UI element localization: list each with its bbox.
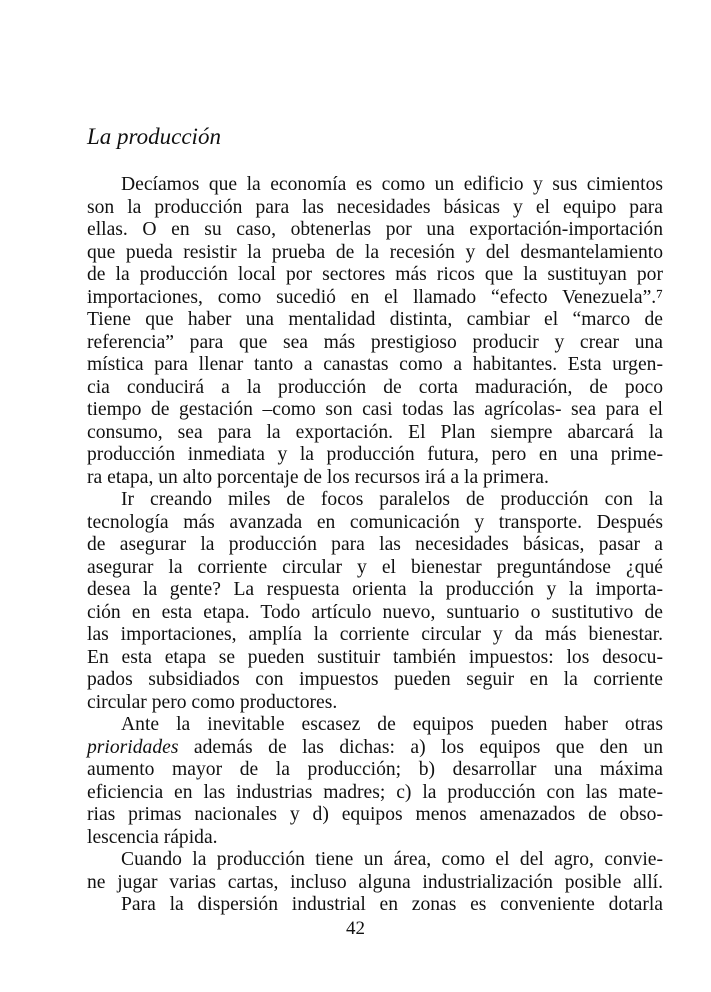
text-line: son la producción para las necesidades básicas y el equipo para — [87, 196, 663, 218]
text-line: circular pero como productores. — [87, 691, 338, 713]
text-line: Cuando la producción tiene un área, como el del agro, convie- — [121, 849, 663, 870]
text-line — [87, 737, 663, 760]
text-line: pados subsidiados con impuestos pueden seguir en la corriente — [87, 669, 663, 690]
text-line: ne jugar varias cartas, incluso alguna industrialización posible allí. — [87, 871, 663, 893]
text-line: de asegurar la producción para las necesidades básicas, pasar a — [87, 534, 663, 555]
text-line: que pueda resistir la prueba de la recesión y del desmantelamiento — [87, 241, 663, 263]
text-line: lescencia rápida. — [87, 826, 218, 848]
body-text — [87, 174, 663, 917]
text-line: desea la gente? La respuesta orienta la producción y la importa- — [87, 579, 663, 600]
text-line: cia conducirá a la producción de corta maduración, de poco — [87, 376, 663, 398]
text-line: ción en esta etapa. Todo artículo nuevo, suntuario o sustitutivo de — [87, 601, 663, 623]
text-line: En esta etapa se pueden sustituir también impuestos: los desocu- — [87, 646, 663, 668]
text-line: las importaciones, amplía la corriente circular y da más bienestar. — [87, 624, 663, 645]
text-line: de la producción local por sectores más ricos que la sustituyan por — [87, 264, 663, 285]
text-line: Decíamos que la economía es como un edificio y sus cimientos — [121, 174, 663, 195]
text-line: producción inmediata y la producción futura, pero en una prime- — [87, 444, 663, 465]
text-line: ellas. O en su caso, obtenerlas por una exportación-importación — [87, 219, 663, 240]
section-title: La producción — [87, 124, 221, 149]
text-line: mística para llenar tanto a canastas como a habitantes. Esta urgen- — [87, 354, 663, 375]
text-line: referencia” para que sea más prestigioso producir y crear una — [87, 331, 663, 353]
text-line: eficiencia en las industrias madres; c) la producción con las mate- — [87, 781, 663, 803]
page-number: 42 — [346, 918, 365, 939]
line-text: además de las dichas: a) los equipos que den un — [178, 736, 663, 758]
text-line: Para la dispersión industrial en zonas es conveniente dotarla — [121, 894, 663, 915]
text-line: asegurar la corriente circular y el bienestar preguntándose ¿qué — [87, 556, 663, 578]
text-line: ra etapa, un alto porcentaje de los recursos irá a la primera. — [87, 466, 549, 488]
italic-term: prioridades — [87, 736, 179, 758]
text-line: aumento mayor de la producción; b) desarrollar una máxima — [87, 759, 663, 780]
text-line: rias primas nacionales y d) equipos menos amenazados de obso- — [87, 804, 663, 825]
text-line: Ir creando miles de focos paralelos de producción con la — [121, 489, 663, 510]
text-line: Ante la inevitable escasez de equipos pueden haber otras — [121, 714, 663, 735]
text-line: consumo, sea para la exportación. El Plan siempre abarcará la — [87, 421, 663, 443]
text-line: tecnología más avanzada en comunicación y transporte. Después — [87, 511, 663, 533]
text-line: Tiene que haber una mentalidad distinta, cambiar el “marco de — [87, 309, 663, 330]
text-line: tiempo de gestación –como son casi todas las agrícolas- sea para el — [87, 399, 663, 420]
text-line: importaciones, como sucedió en el llamado “efecto Venezuela”.⁷ — [87, 286, 663, 308]
